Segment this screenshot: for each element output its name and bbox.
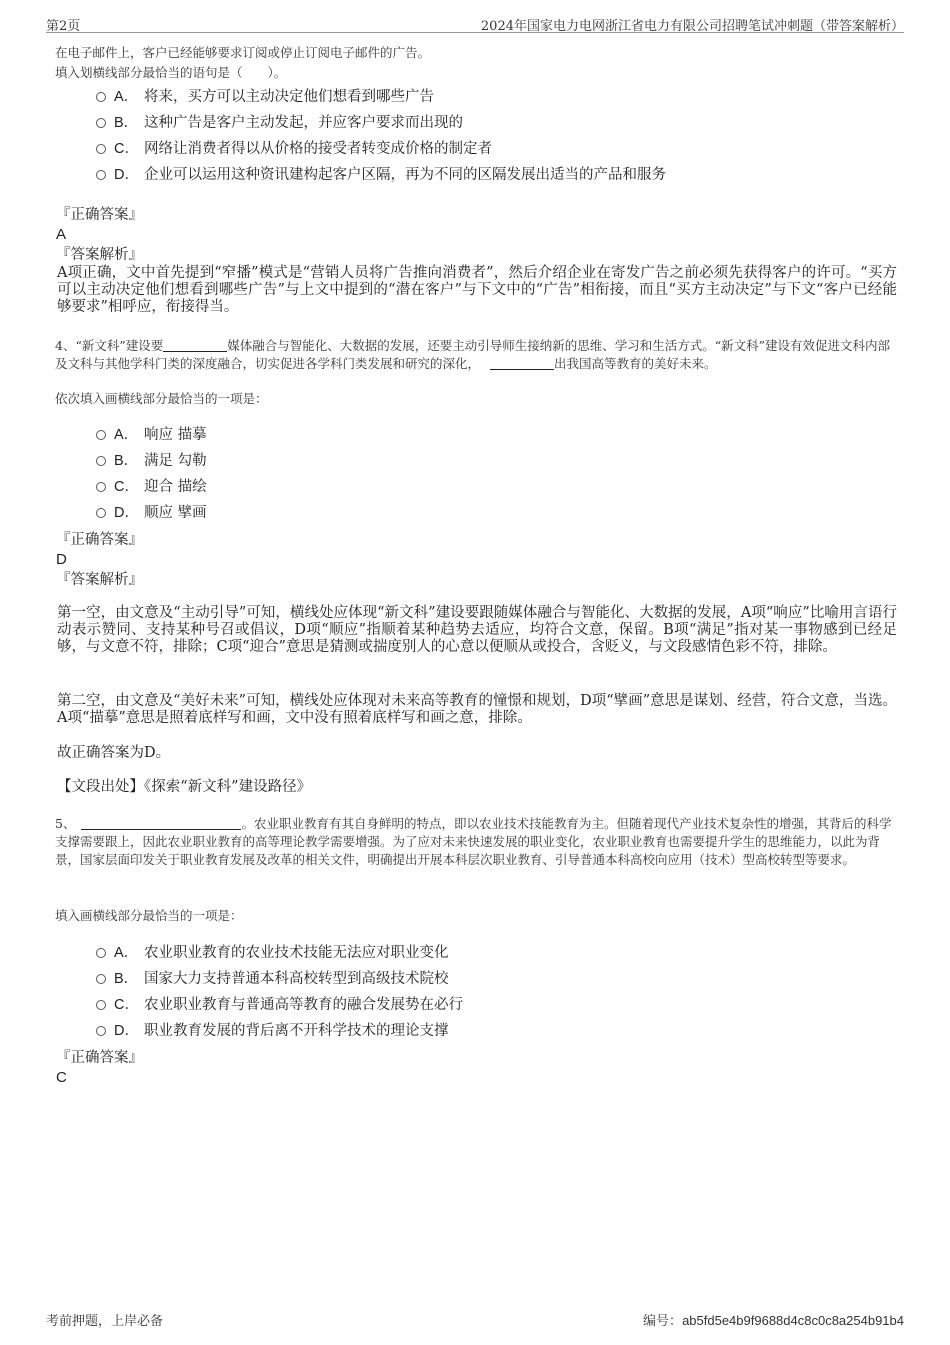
q5-answer: C (56, 1069, 67, 1086)
q4-analysis-1: 第一空，由文意及“主动引导”可知，横线处应体现“新文科”建设要跟随媒体融合与智能化、大数据的发展，A项“响应”比喻用言语行动表示赞同、支持某种号召或倡议，D项“顺应”指顺着某种趋势去适应，均符合文意，保留。B项“满足”指对某一事物感到已经足够，与文意不符，排除；C项“迎合”意思是猜测或揣度别人的心意以便顺从或投合，含贬义，与文段感情色彩不符，排除。 (57, 605, 897, 655)
q3-option-c[interactable]: C． 网络让消费者得以从价格的接受者转变成价格的制定者 (96, 139, 492, 159)
radio-icon[interactable] (96, 1000, 106, 1010)
q3-context: 在电子邮件上，客户已经能够要求订阅或停止订阅电子邮件的广告。 (55, 45, 431, 60)
blank-line (81, 829, 241, 830)
q3-option-b[interactable]: B． 这种广告是客户主动发起，并应客户要求而出现的 (96, 113, 463, 133)
q4-analysis-label: 『答案解析』 (56, 572, 143, 588)
radio-icon[interactable] (96, 508, 106, 518)
q3-prompt: 填入划横线部分最恰当的语句是（ ）。 (55, 65, 287, 80)
q5-prompt: 填入画横线部分最恰当的一项是： (55, 908, 243, 923)
q3-option-d[interactable]: D． 企业可以运用这种资讯建构起客户区隔，再为不同的区隔发展出适当的产品和服务 (96, 165, 666, 185)
document-code: 编号：ab5fd5e4b9f9688d4c8c0c8a254b91b4 (643, 1313, 904, 1329)
q4-option-c[interactable]: C． 迎合 描绘 (96, 477, 207, 497)
page-footer (46, 1310, 904, 1330)
radio-icon[interactable] (96, 170, 106, 180)
radio-icon[interactable] (96, 974, 106, 984)
radio-icon[interactable] (96, 482, 106, 492)
q4-answer: D (56, 551, 67, 568)
q4-option-a[interactable]: A． 响应 描摹 (96, 425, 207, 445)
q4-stem: 4、“新文科”建设要 媒体融合与智能化、大数据的发展，还要主动引导师生接纳新的思维、学习和生活方式。“新文科”建设有效促进文科内部及文科与其他学科门类的深度融合，切实促进各学科门类发展和研究的深化， 出我国高等教育的美好未来。 (55, 338, 891, 371)
q4-analysis-3: 故正确答案为D。 (57, 745, 171, 761)
radio-icon[interactable] (96, 118, 106, 128)
q5-stem: 5、 。农业职业教育有其自身鲜明的特点，即以农业技术技能教育为主。但随着现代产业技术复杂性的增强，其背后的科学支撑需要跟上，因此农业职业教育的高等理论教学需要增强。为了应对未来快速发展的职业变化，农业职业教育也需要提升学生的思维能力，以此为背景，国家层面印发关于职业教育发展及改革的相关文件，明确提出开展本科层次职业教育、引导普通本科高校向应用（技术）型高校转型等要求。 (55, 816, 892, 867)
q5-option-d[interactable]: D． 职业教育发展的背后离不开科学技术的理论支撑 (96, 1021, 449, 1041)
q4-answer-label: 『正确答案』 (56, 532, 143, 548)
radio-icon[interactable] (96, 92, 106, 102)
q4-prompt: 依次填入画横线部分最恰当的一项是： (55, 391, 268, 406)
footer-slogan: 考前押题，上岸必备 (46, 1314, 164, 1329)
document-title: 2024年国家电力电网浙江省电力有限公司招聘笔试冲刺题（带答案解析） (480, 19, 904, 34)
q5-option-b[interactable]: B． 国家大力支持普通本科高校转型到高级技术院校 (96, 969, 449, 989)
radio-icon[interactable] (96, 1026, 106, 1036)
q3-answer: A (56, 226, 67, 243)
q4-source: 【文段出处】《探索“新文科”建设路径》 (57, 779, 312, 795)
radio-icon[interactable] (96, 144, 106, 154)
q3-analysis-label: 『答案解析』 (56, 247, 143, 263)
blank-line (163, 351, 227, 352)
radio-icon[interactable] (96, 430, 106, 440)
q3-option-a[interactable]: A． 将来，买方可以主动决定他们想看到哪些广告 (96, 87, 434, 107)
page-header (46, 12, 904, 33)
radio-icon[interactable] (96, 948, 106, 958)
q5-option-a[interactable]: A． 农业职业教育的农业技术技能无法应对职业变化 (96, 943, 449, 963)
q5-option-c[interactable]: C． 农业职业教育与普通高等教育的融合发展势在必行 (96, 995, 463, 1015)
q3-analysis: A项正确，文中首先提到“窄播”模式是“营销人员将广告推向消费者”，然后介绍企业在寄发广告之前必须先获得客户的许可。“买方可以主动决定他们想看到哪些广告”与上文中提到的“潜在客户”与下文中的“广告”相衔接，而且“买方主动决定”与下文“客户已经能够要求”相呼应，衔接得当。 (57, 265, 897, 315)
q4-analysis-2: 第二空，由文意及“美好未来”可知，横线处应体现对未来高等教育的憧憬和规划，D项“擘画”意思是谋划、经营，符合文意，当选。A项“描摹”意思是照着底样写和画，文中没有照着底样写和画之意，排除。 (57, 693, 897, 726)
q4-option-b[interactable]: B． 满足 勾勒 (96, 451, 207, 471)
q3-answer-label: 『正确答案』 (56, 207, 143, 223)
q5-answer-label: 『正确答案』 (56, 1050, 143, 1066)
blank-line (490, 369, 554, 370)
q4-option-d[interactable]: D． 顺应 擘画 (96, 503, 207, 523)
page-number: 第2页 (46, 19, 81, 34)
radio-icon[interactable] (96, 456, 106, 466)
